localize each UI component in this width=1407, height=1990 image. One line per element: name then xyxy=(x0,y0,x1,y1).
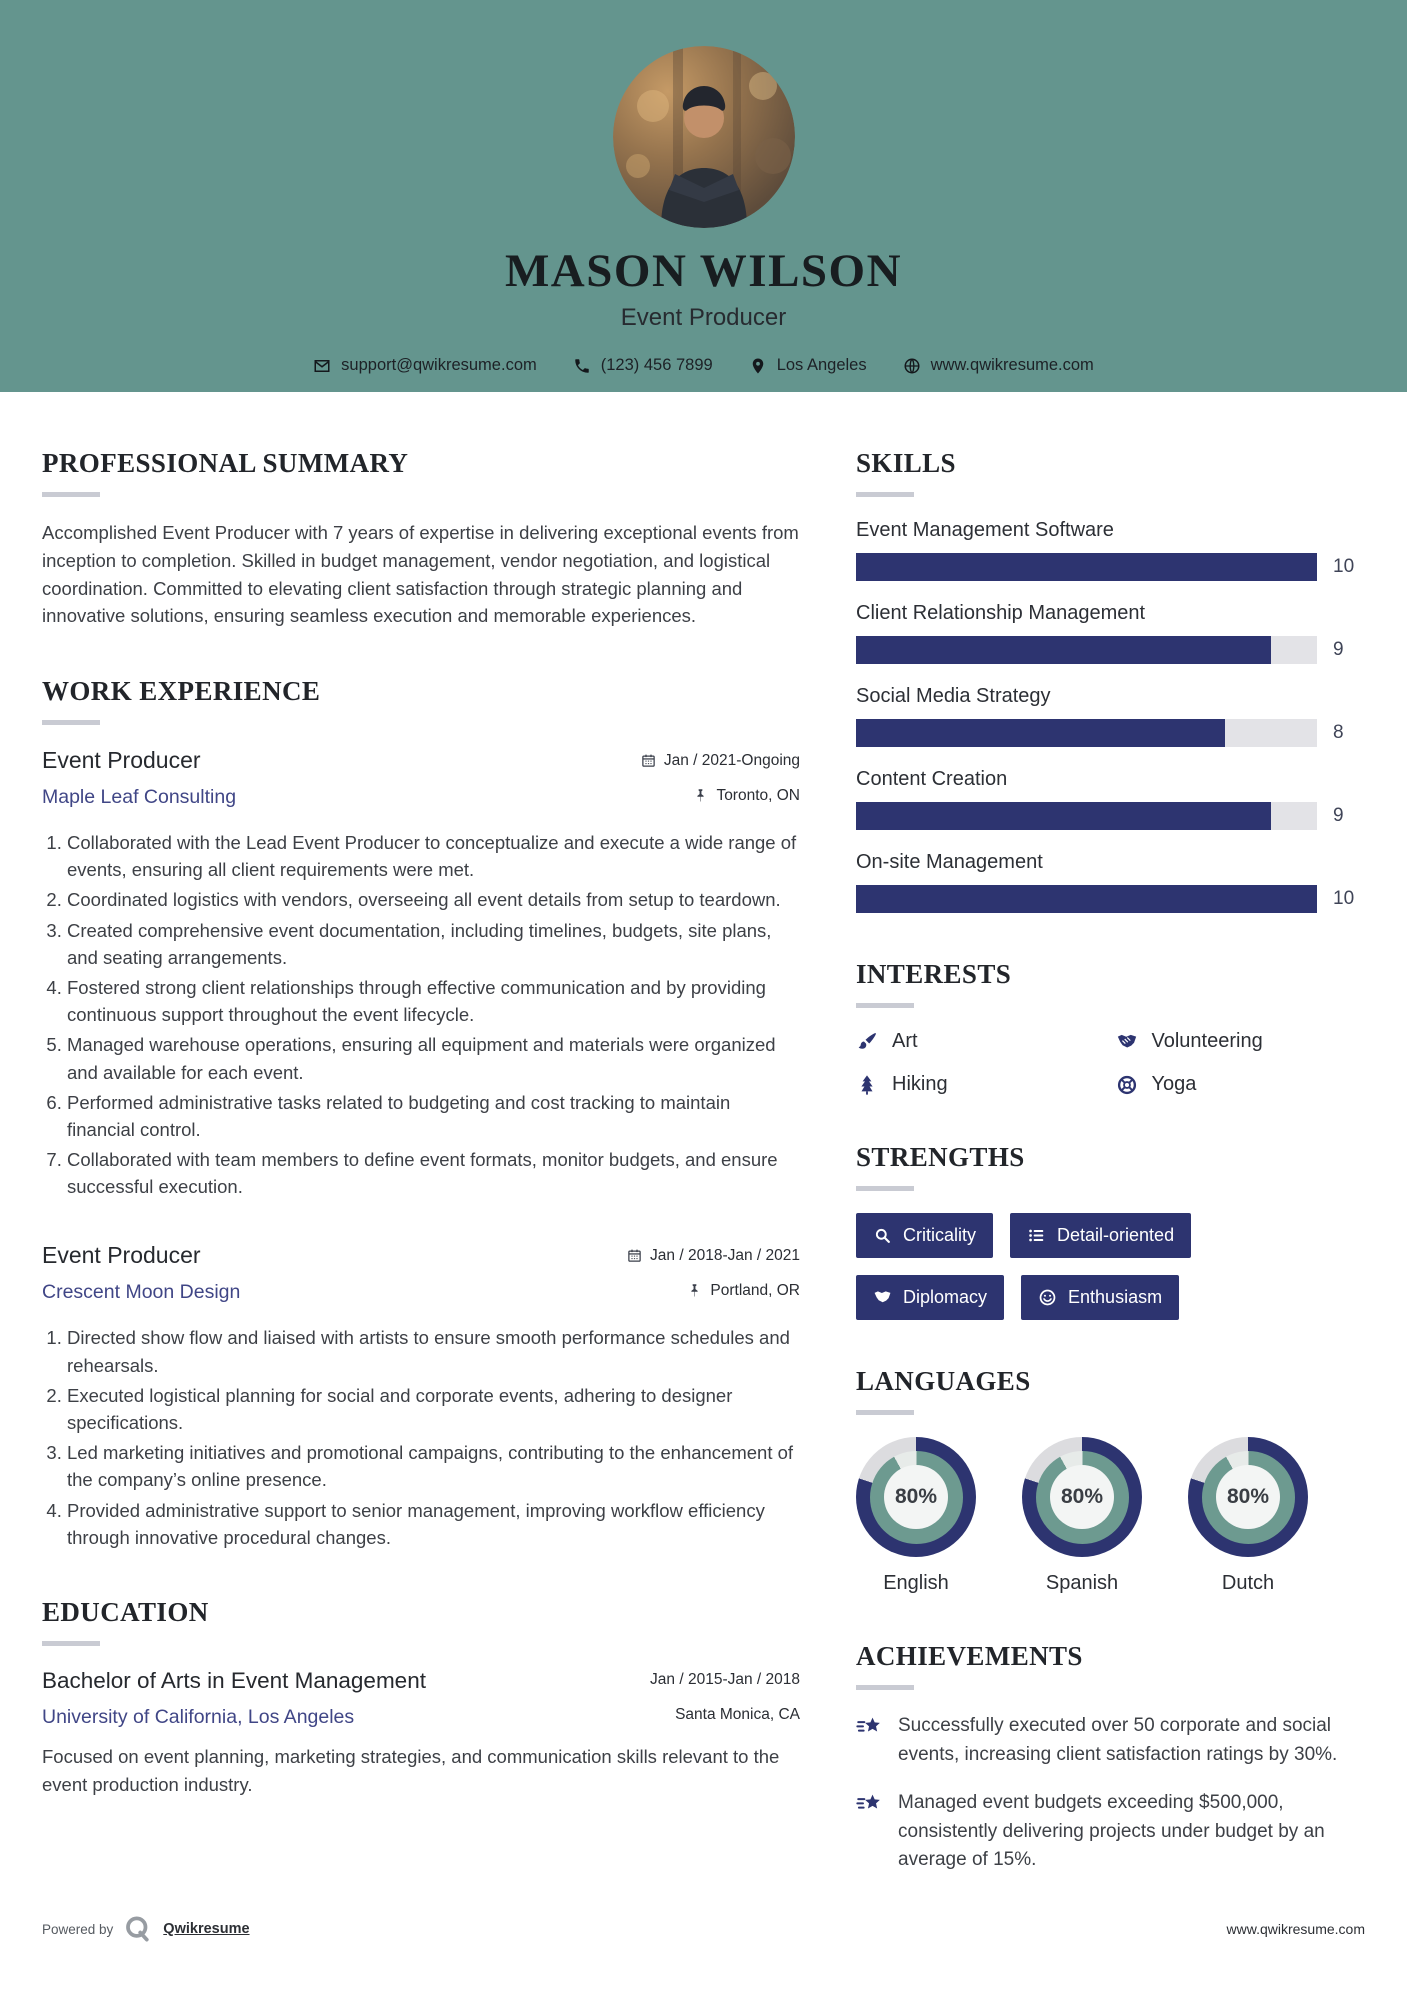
shooting-star-icon xyxy=(856,1714,883,1741)
job-location-text: Toronto, ON xyxy=(716,786,800,804)
job-company: Maple Leaf Consulting xyxy=(42,786,237,808)
skill-label: Content Creation xyxy=(856,768,1008,790)
contact-item[interactable] xyxy=(573,356,713,375)
education-description: Focused on event planning, marketing strategies, and communication skills relevant to the event production industry. xyxy=(42,1745,780,1795)
skill-value: 10 xyxy=(1333,556,1355,577)
skill-item xyxy=(856,851,1365,913)
job-bullet: 4. Fostered strong client relationships through effective communication and by providing continuous support throughout the event lifecycle. xyxy=(67,974,800,1028)
contact-text: www.qwikresume.com xyxy=(930,356,1094,374)
interest-item xyxy=(1116,1073,1366,1096)
skill-label: Event Management Software xyxy=(856,519,1114,541)
profile-photo-image xyxy=(613,46,795,228)
main-content xyxy=(0,448,1407,1921)
skill-bar-row xyxy=(856,885,1365,913)
footer xyxy=(42,1914,1365,1944)
heading-rule xyxy=(856,1410,914,1415)
strength-label: Criticality xyxy=(903,1225,977,1245)
strength-list xyxy=(856,1213,1276,1320)
skill-value: 9 xyxy=(1333,639,1344,660)
section-interests xyxy=(856,959,1365,1096)
job-head xyxy=(42,747,800,774)
job-entry xyxy=(42,1242,800,1551)
job-bullet: 7. Collaborated with team members to define event formats, monitor budgets, and ensure successful execution. xyxy=(67,1146,800,1200)
skill-list xyxy=(856,519,1365,913)
language-donut xyxy=(1022,1437,1142,1557)
skill-bar-row xyxy=(856,553,1365,581)
heading-rule xyxy=(42,492,100,497)
contact-item[interactable] xyxy=(903,356,1094,375)
skills-heading: SKILLS xyxy=(856,448,956,478)
achievement-list xyxy=(856,1712,1365,1875)
skill-bar-track xyxy=(856,553,1317,581)
pushpin-icon xyxy=(687,1283,702,1298)
language-percent: 80% xyxy=(884,1465,948,1529)
right-column xyxy=(856,448,1365,1921)
list-icon xyxy=(1027,1226,1046,1245)
footer-website[interactable]: www.qwikresume.com xyxy=(1226,1921,1365,1937)
skill-bar-track xyxy=(856,802,1317,830)
achievement-item xyxy=(856,1712,1365,1769)
achievement-text: Managed event budgets exceeding $500,000, consistently delivering projects under budget by an average of 15%. xyxy=(898,1792,1325,1870)
contact-item[interactable] xyxy=(313,356,537,375)
heading-rule xyxy=(42,1641,100,1646)
language-donut-inner-ring xyxy=(1202,1451,1295,1544)
skill-bar-track xyxy=(856,885,1317,913)
qwikresume-link[interactable]: Qwikresume xyxy=(163,1921,250,1937)
skill-value: 8 xyxy=(1333,722,1344,743)
section-strengths xyxy=(856,1142,1365,1320)
email-icon xyxy=(313,357,331,375)
job-bullet-list xyxy=(42,829,800,1200)
summary-text: Accomplished Event Producer with 7 years of expertise in delivering exceptional events from inception to completion. Skilled in budget management, vendor negotiation, and logistical coordination. Committed to elevating client satisfaction through strategic planning and innovative solutions, ensuring seamless execution and memorable experiences. xyxy=(42,522,799,627)
job-bullet: 4. Provided administrative support to senior management, improving workflow efficiency through innovative procedural changes. xyxy=(67,1497,800,1551)
footer-branding xyxy=(42,1914,250,1944)
degree-title: Bachelor of Arts in Event Management xyxy=(42,1667,426,1693)
left-column xyxy=(42,448,800,1921)
contact-text: support@qwikresume.com xyxy=(341,356,537,374)
job-dates xyxy=(627,1247,800,1265)
heading-rule xyxy=(856,1685,914,1690)
lifebuoy-icon xyxy=(1116,1074,1138,1096)
location-icon xyxy=(749,357,767,375)
tree-icon xyxy=(856,1074,878,1096)
paintbrush-icon xyxy=(856,1031,878,1053)
magnifier-icon xyxy=(873,1226,892,1245)
section-work-experience xyxy=(42,676,800,1551)
job-dates-text: Jan / 2021-Ongoing xyxy=(663,751,800,769)
job-bullet: 2. Coordinated logistics with vendors, overseeing all event details from setup to teardown. xyxy=(67,886,800,913)
phone-icon xyxy=(573,357,591,375)
job-title: Event Producer xyxy=(42,747,201,773)
profile-photo xyxy=(613,46,795,228)
language-percent: 80% xyxy=(1216,1465,1280,1529)
job-location xyxy=(687,1282,800,1300)
job-company: Crescent Moon Design xyxy=(42,1281,241,1304)
job-bullet: 5. Managed warehouse operations, ensuring all equipment and materials were organized and available for each event. xyxy=(67,1031,800,1085)
interest-label: Volunteering xyxy=(1151,1030,1263,1052)
skill-bar-row xyxy=(856,719,1365,747)
strength-pill xyxy=(1021,1275,1179,1320)
strength-pill xyxy=(856,1213,993,1258)
job-head xyxy=(42,1242,800,1269)
job-location xyxy=(693,787,800,805)
qwikresume-logo-icon xyxy=(123,1914,153,1944)
calendar-icon xyxy=(627,1248,642,1263)
interests-heading: INTERESTS xyxy=(856,959,1012,989)
section-skills xyxy=(856,448,1365,913)
achievement-text: Successfully executed over 50 corporate and social events, increasing client satisfaction ratings by 30%. xyxy=(898,1715,1338,1765)
skill-bar-fill xyxy=(856,885,1317,913)
job-bullet: 1. Collaborated with the Lead Event Producer to conceptualize and execute a wide range of events, ensuring all client requirements were met. xyxy=(67,829,800,883)
skill-bar-row xyxy=(856,802,1365,830)
job-dates-text: Jan / 2018-Jan / 2021 xyxy=(650,1246,800,1264)
section-summary xyxy=(42,448,800,630)
job-bullet-list xyxy=(42,1324,800,1551)
work-heading: WORK EXPERIENCE xyxy=(42,676,321,706)
website-icon xyxy=(903,357,921,375)
interest-label: Hiking xyxy=(892,1073,948,1095)
strengths-heading: STRENGTHS xyxy=(856,1142,1025,1172)
contact-text: Los Angeles xyxy=(776,356,867,374)
smiley-icon xyxy=(1038,1288,1057,1307)
skill-label: Social Media Strategy xyxy=(856,685,1051,707)
achievements-heading: ACHIEVEMENTS xyxy=(856,1641,1083,1671)
job-title: Event Producer xyxy=(42,1242,201,1269)
skill-value: 10 xyxy=(1333,888,1355,909)
strength-pill xyxy=(856,1275,1004,1320)
interest-item xyxy=(856,1073,1106,1096)
section-education xyxy=(42,1597,800,1799)
shooting-star-icon xyxy=(856,1791,883,1818)
heading-rule xyxy=(856,492,914,497)
person-job-title: Event Producer xyxy=(620,304,787,331)
handshake-icon xyxy=(873,1288,892,1307)
education-location: Santa Monica, CA xyxy=(652,1706,800,1724)
header xyxy=(0,0,1407,392)
skill-bar-track xyxy=(856,719,1317,747)
language-list xyxy=(856,1437,1365,1595)
interest-item xyxy=(1116,1030,1366,1053)
calendar-icon xyxy=(641,753,656,768)
skill-bar-track xyxy=(856,636,1317,664)
skill-value: 9 xyxy=(1333,805,1344,826)
language-label: Dutch xyxy=(1221,1572,1275,1594)
handshake-icon xyxy=(1116,1031,1138,1053)
job-subhead xyxy=(42,776,800,809)
contact-item[interactable] xyxy=(749,356,867,375)
skill-bar-fill xyxy=(856,553,1317,581)
language-donut-inner-ring xyxy=(870,1451,963,1544)
language-donut xyxy=(856,1437,976,1557)
language-item xyxy=(1188,1437,1308,1595)
interest-label: Yoga xyxy=(1151,1073,1197,1095)
person-name: MASON WILSON xyxy=(504,245,903,297)
interest-item xyxy=(856,1030,1106,1053)
skill-label: Client Relationship Management xyxy=(856,602,1146,624)
section-achievements xyxy=(856,1641,1365,1875)
contact-text: (123) 456 7899 xyxy=(600,356,713,374)
education-dates: Jan / 2015-Jan / 2018 xyxy=(627,1671,800,1689)
heading-rule xyxy=(42,720,100,725)
pushpin-icon xyxy=(693,788,708,803)
skill-item xyxy=(856,602,1365,664)
language-label: Spanish xyxy=(1045,1572,1119,1594)
language-donut xyxy=(1188,1437,1308,1557)
languages-heading: LANGUAGES xyxy=(856,1366,1031,1396)
language-label: English xyxy=(883,1572,949,1594)
job-bullet: 3. Created comprehensive event documentation, including timelines, budgets, site plans, and seating arrangements. xyxy=(67,917,800,971)
summary-heading: PROFESSIONAL SUMMARY xyxy=(42,448,409,478)
strength-label: Detail-oriented xyxy=(1057,1225,1175,1245)
interest-label: Art xyxy=(892,1030,918,1052)
job-bullet: 3. Led marketing initiatives and promotional campaigns, contributing to the enhancement of the company’s online presence. xyxy=(67,1439,800,1493)
skill-item xyxy=(856,519,1365,581)
calendar-icon xyxy=(627,1673,642,1688)
skill-bar-fill xyxy=(856,719,1225,747)
skill-bar-row xyxy=(856,636,1365,664)
job-list xyxy=(42,747,800,1551)
contact-bar xyxy=(0,356,1407,375)
skill-label: On-site Management xyxy=(856,851,1043,873)
language-item xyxy=(1022,1437,1142,1595)
job-entry xyxy=(42,747,800,1200)
skill-bar-fill xyxy=(856,802,1271,830)
job-dates xyxy=(641,752,800,770)
language-donut-inner-ring xyxy=(1036,1451,1129,1544)
section-languages xyxy=(856,1366,1365,1595)
job-bullet: 6. Performed administrative tasks related to budgeting and cost tracking to maintain financial control. xyxy=(67,1089,800,1143)
skill-item xyxy=(856,685,1365,747)
pushpin-icon xyxy=(652,1708,667,1723)
skill-item xyxy=(856,768,1365,830)
heading-rule xyxy=(856,1186,914,1191)
education-entry xyxy=(42,1668,800,1799)
strength-label: Diplomacy xyxy=(903,1287,988,1307)
job-bullet: 1. Directed show flow and liaised with artists to ensure smooth performance schedules and rehearsals. xyxy=(67,1324,800,1378)
language-item xyxy=(856,1437,976,1595)
job-bullet: 2. Executed logistical planning for social and corporate events, adhering to designer specifications. xyxy=(67,1382,800,1436)
education-heading: EDUCATION xyxy=(42,1596,209,1627)
heading-rule xyxy=(856,1003,914,1008)
job-location-text: Portland, OR xyxy=(710,1281,800,1299)
job-subhead xyxy=(42,1271,800,1304)
powered-by-label: Powered by xyxy=(42,1921,114,1937)
strength-label: Enthusiasm xyxy=(1068,1287,1163,1307)
skill-bar-fill xyxy=(856,636,1271,664)
language-percent: 80% xyxy=(1050,1465,1114,1529)
interest-list xyxy=(856,1030,1365,1096)
school-name: University of California, Los Angeles xyxy=(42,1705,355,1728)
achievement-item xyxy=(856,1789,1365,1875)
strength-pill xyxy=(1010,1213,1191,1258)
